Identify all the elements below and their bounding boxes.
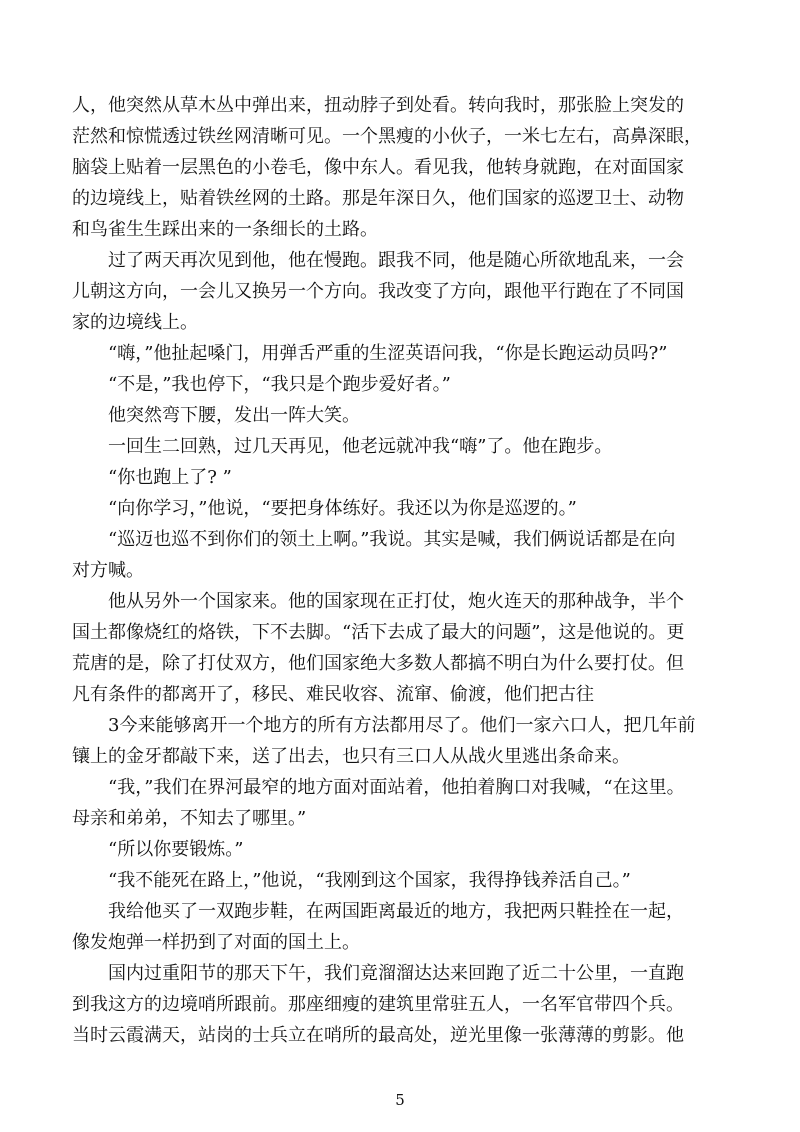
text-line: “我，”我们在界河最窄的地方面对面站着，他拍着胸口对我喊，“在这里。 [72,777,685,798]
text-line: 国内过重阳节的那天下午，我们竟溜溜达达来回跑了近二十公里，一直跑 [72,963,684,984]
text-line: 凡有条件的都离开了，移民、难民收容、流窜、偷渡，他们把古往 [72,684,594,705]
text-line: 和鸟雀生生踩出来的一条细长的土路。 [72,219,378,240]
text-line: 过了两天再次见到他，他在慢跑。跟我不同，他是随心所欲地乱来，一会 [72,250,684,271]
text-line: 当时云霞满天，站岗的士兵立在哨所的最高处，逆光里像一张薄薄的剪影。他 [72,1025,684,1046]
text-block-bottom [72,710,740,1051]
text-line: 荒唐的是，除了打仗双方，他们国家绝大多数人都搞不明白为什么要打仗。但 [72,653,684,674]
text-line: 国土都像烧红的烙铁，下不去脚。“活下去成了最大的问题”，这是他说的。更 [72,622,685,643]
text-line: 一回生二回熟，过几天再见，他老远就冲我“嗨”了。他在跑步。 [72,436,613,457]
text-line: 我给他买了一双跑步鞋，在两国距离最近的地方，我把两只鞋拴在一起， [72,901,684,922]
text-line: 他从另外一个国家来。他的国家现在正打仗，炮火连天的那种战争，半个 [72,591,684,612]
text-line: 的边境线上，贴着铁丝网的土路。那是年深日久，他们国家的巡逻卫士、动物 [72,188,684,209]
text-line: 到我这方的边境哨所跟前。那座细瘦的建筑里常驻五人，一名军官带四个兵。 [72,994,684,1015]
page-number: 5 [395,1091,405,1109]
text-line: 人，他突然从草木丛中弹出来，扭动脖子到处看。转向我时，那张脸上突发的 [72,95,684,116]
text-line: 母亲和弟弟，不知去了哪里。” [72,808,307,829]
text-line: “你也跑上了? ” [72,467,232,488]
text-line: “我不能死在路上，”他说，“我刚到这个国家，我得挣钱养活自己。” [72,870,631,891]
text-line: “不是，”我也停下，“我只是个跑步爱好者。” [72,374,451,395]
text-line: 茫然和惊慌透过铁丝网清晰可见。一个黑瘦的小伙子，一米七左右，高鼻深眼， [72,126,702,147]
text-line: 对方喊。 [72,560,144,581]
text-line: “向你学习，”他说，“要把身体练好。我还以为你是巡逻的。” [72,498,577,519]
text-line: 他突然弯下腰，发出一阵大笑。 [72,405,360,426]
text-line: 家的边境线上。 [72,312,198,333]
text-line: “嗨，”他扯起嗓门，用弹舌严重的生涩英语问我，“你是长跑运动员吗?” [72,343,668,364]
text-line: 3今来能够离开一个地方的所有方法都用尽了。他们一家六口人，把几年前 [72,715,696,736]
text-line: “巡迈也巡不到你们的领土上啊。”我说。其实是喊，我们俩说话都是在向 [72,529,676,550]
text-line: 脑袋上贴着一层黑色的小卷毛，像中东人。看见我，他转身就跑，在对面国家 [72,157,684,178]
text-block-top [72,90,740,710]
text-line: 镶上的金牙都敲下来，送了出去，也只有三口人从战火里逃出条命来。 [72,746,630,767]
text-line: 像发炮弹一样扔到了对面的国土上。 [72,932,360,953]
text-line: 儿朝这方向，一会儿又换另一个方向。我改变了方向，跟他平行跑在了不同国 [72,281,684,302]
text-line: “所以你要锻炼。” [72,839,244,860]
